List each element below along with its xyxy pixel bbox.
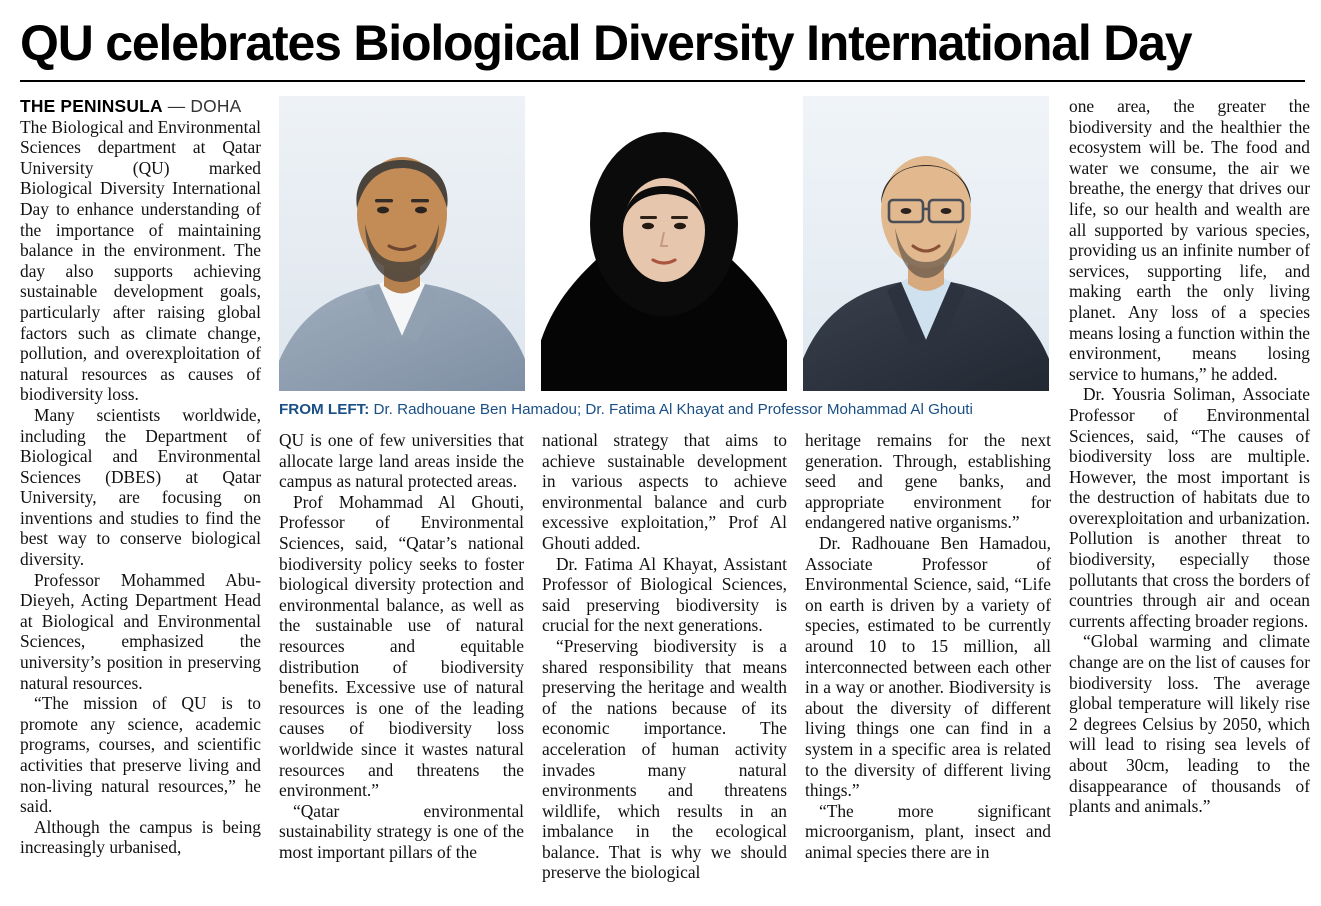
article-column-5: [1069, 96, 1310, 883]
article-column-3: [542, 430, 787, 883]
middle-text-columns: [279, 430, 1051, 883]
paragraph: national strategy that aims to achieve sustainable development in various aspects to achieve environmental balance and curb excessive exploitation,” Prof Al Ghouti added.: [542, 430, 787, 553]
paragraph: “Global warming and climate change are on the list of causes for biodiversity loss. The average global temperature will likely rise 2 degrees Celsius by 2050, which will lead to rising sea levels of about 30cm, leading to the disappearance of thousands of plants and animals.”: [1069, 631, 1310, 817]
article-column-4: [805, 430, 1051, 883]
photo-row: [279, 96, 1051, 391]
paragraph: “Preserving biodiversity is a shared responsibility that means preserving the heritage and wealth of the nations because of its economic importance. The acceleration of human activity invades many natural environments and threatens wildlife, which results in an imbalance in the ecological balance. That is why we should preserve the biological: [542, 635, 787, 883]
caption-text: Dr. Radhouane Ben Hamadou; Dr. Fatima Al Khayat and Professor Mohammad Al Ghouti: [369, 401, 973, 418]
byline-dash: —: [167, 96, 186, 116]
byline-city: DOHA: [190, 96, 242, 116]
byline-source: THE PENINSULA: [20, 96, 163, 116]
paragraph: QU is one of few universities that allocate large land areas inside the campus as natural protected areas.: [279, 430, 524, 492]
paragraph: one area, the greater the biodiversity and the healthier the ecosystem will be. The food and water we consume, the air we breathe, the energy that drives our life, so our health and wealth are all supported by various species, providing us an infinite number of services, supporting life, and making earth the only living planet. Any loss of a species means losing a function within the environment, means losing service to humans,” he added.: [1069, 96, 1310, 384]
paragraph: Professor Mohammed Abu-Dieyeh, Acting Department Head at Biological and Environmental Sciences, emphasized the university’s position in preserving natural resources.: [20, 569, 261, 693]
paragraph: Although the campus is being increasingly urbanised,: [20, 816, 261, 858]
portrait-illustration: [541, 96, 787, 391]
caption-prefix: FROM LEFT:: [279, 401, 370, 418]
paragraph: The Biological and Environmental Sciences department at Qatar University (QU) marked Biological Diversity International Day to enhance understanding of the importance of maintaining balance in the environment. The day also supports achieving sustainable development goals, particularly after raising global factors such as climate change, pollution, and overexploitation of natural resources as causes of biodiversity loss.: [20, 116, 261, 405]
photo-caption: [279, 400, 1051, 419]
paragraph: “The more significant microorganism, plant, insect and animal species there are in: [805, 800, 1051, 862]
page-title: QU celebrates Biological Diversity International Day: [20, 15, 1192, 71]
paragraph: “The mission of QU is to promote any science, academic programs, courses, and scientific activities that preserve living and non-living natural resources,” he said.: [20, 693, 261, 817]
article-middle-block: [279, 96, 1051, 883]
paragraph: Dr. Radhouane Ben Hamadou, Associate Professor of Environmental Science, said, “Life on earth is driven by a variety of species, estimated to be currently around 10 to 15 million, all interconnected between each other in a way or another. Biodiversity is about the diversity of different living things one can find in a system in a specific area is related to the diversity of different living things.”: [805, 532, 1051, 801]
paragraph: Prof Mohammad Al Ghouti, Professor of Environmental Sciences, said, “Qatar’s national biodiversity policy seeks to foster biological diversity protection and environmental balance, as well as the sustainable use of natural resources and equitable distribution of biodiversity benefits. Excessive use of natural resources is one of the leading causes of biodiversity loss worldwide since it wastes natural resources and threatens the environment.”: [279, 491, 524, 801]
photo-professor-mohammad-al-ghouti: [803, 96, 1049, 391]
photo-dr-fatima-al-khayat: [541, 96, 787, 391]
photo-dr-radhouane-ben-hamadou: [279, 96, 525, 391]
portrait-illustration: [803, 96, 1049, 391]
article-column-1: [20, 96, 261, 883]
paragraph: Dr. Yousria Soliman, Associate Professor of Environmental Sciences, said, “The causes of biodiversity loss are multiple. However, the most important is the destruction of habitats due to overexploitation and urbanization. Pollution is another threat to biodiversity, especially those pollutants that cross the borders of countries through air and ocean currents affecting broader regions.: [1069, 384, 1310, 631]
article-column-2: [279, 430, 524, 883]
paragraph: heritage remains for the next generation. Through, establishing seed and gene banks, and appropriate environment for endangered native organisms.”: [805, 430, 1051, 533]
headline-divider: [20, 80, 1305, 82]
paragraph: Many scientists worldwide, including the Department of Biological and Environmental Sciences (DBES) at Qatar University, are focusing on inventions and studies to find the best way to conserve biological diversity.: [20, 404, 261, 570]
paragraph: Dr. Fatima Al Khayat, Assistant Professor of Biological Sciences, said preserving biodiversity is crucial for the next generations.: [542, 553, 787, 636]
byline: [20, 96, 261, 117]
portrait-illustration: [279, 96, 525, 391]
paragraph: “Qatar environmental sustainability strategy is one of the most important pillars of the: [279, 800, 524, 862]
article-columns: [20, 96, 1310, 883]
